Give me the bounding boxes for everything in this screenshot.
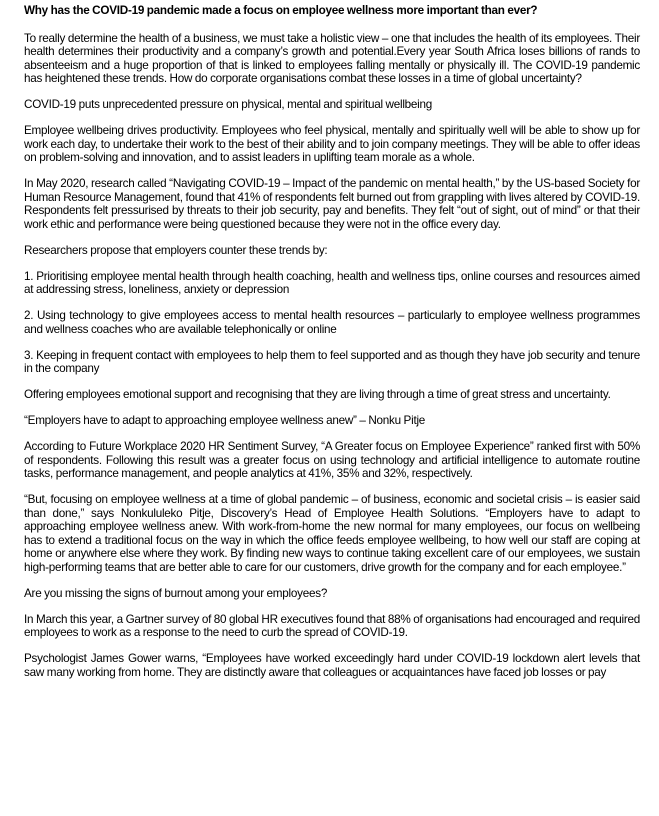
paragraph-researchers-propose: Researchers propose that employers counter these trends by: <box>24 243 328 257</box>
subheading-pressure: COVID-19 puts unprecedented pressure on physical, mental and spiritual wellbeing <box>24 98 433 112</box>
list-item-3: 3. Keeping in frequent contact with employees to help them to feel supported and as though they have job security and tenure in the company <box>24 348 640 376</box>
paragraph-wellbeing: Employee wellbeing drives productivity. Employees who feel physical, mentally and spiritually well will be able to show up for work each day, to undertake their work to the best of their ability and to join company meetings. They will be able to offer ideas on problem-solving and innovation, and to assist leaders in uplifting team morale as a whole. <box>24 124 640 165</box>
subheading-quote: “Employers have to adapt to approaching employee wellness anew” – Nonku Pitje <box>24 414 426 428</box>
paragraph-gower: Psychologist James Gower warns, “Employees have worked exceedingly hard under COVID-19 lockdown alert levels that saw many working from home. They are distinctly aware that colleagues or acquaintances have faced job losses or pay <box>24 652 640 679</box>
list-item-1: 1. Prioritising employee mental health through health coaching, health and wellness tips, online courses and resources aimed at addressing stress, loneliness, anxiety or depression <box>24 269 640 297</box>
paragraph-survey: According to Future Workplace 2020 HR Sentiment Survey, “A Greater focus on Employee Experience” ranked first with 50% of respondents. Following this result was a greater focus on using technology and artificial intelligence to automate routine tasks, performance management, and people analytics at 41%, 35% and 32%, respectively. <box>24 440 640 481</box>
paragraph-emotional-support: Offering employees emotional support and recognising that they are living through a time of great stress and uncertainty. <box>24 388 611 402</box>
document-title: Why has the COVID-19 pandemic made a focus on employee wellness more important than ever? <box>24 4 538 17</box>
paragraph-pitje-quote: “But, focusing on employee wellness at a time of global pandemic – of business, economic and societal crisis – is easier said than done,” says Nonkululeko Pitje, Discovery’s Head of Employee Health Solutions. “Employers have to adapt to approaching employee wellness anew. With work-from-home the new normal for many employees, our focus on wellbeing has to extend a traditional focus on the way in which the office feeds employee wellbeing, to how well our staff are coping at home or anywhere else where they work. By finding new ways to continue taking excellent care of our employees, we sustain high-performing teams that are better able to care for our customers, drive growth for the company and for each employee.” <box>24 493 640 575</box>
list-item-2: 2. Using technology to give employees access to mental health resources – particularly to employee wellness programmes and wellness coaches who are available telephonically or online <box>24 309 640 336</box>
paragraph-research: In May 2020, research called “Navigating COVID-19 – Impact of the pandemic on mental health,” by the US-based Society for Human Resource Management, found that 41% of respondents felt burned out from grappling with lives altered by COVID-19. Respondents felt pressurised by threats to their job security, pay and benefits. They felt “out of sight, out of mind” or that their work ethic and performance were being questioned because they were not in the office every day. <box>24 177 640 232</box>
paragraph-gartner: In March this year, a Gartner survey of 80 global HR executives found that 88% of organisations had encouraged and required employees to work as a response to the need to curb the spread of COVID-19. <box>24 612 640 640</box>
paragraph-intro: To really determine the health of a business, we must take a holistic view – one that includes the health of its employees. Their health determines their productivity and a company’s growth and potential.Every year South Africa loses billions of rands to absenteeism and a huge proportion of that is linked to employees falling mentally or physically ill. The COVID-19 pandemic has heightened these trends. How do corporate organisations combat these losses in a time of global uncertainty? <box>24 31 640 86</box>
subheading-burnout: Are you missing the signs of burnout among your employees? <box>24 586 328 600</box>
